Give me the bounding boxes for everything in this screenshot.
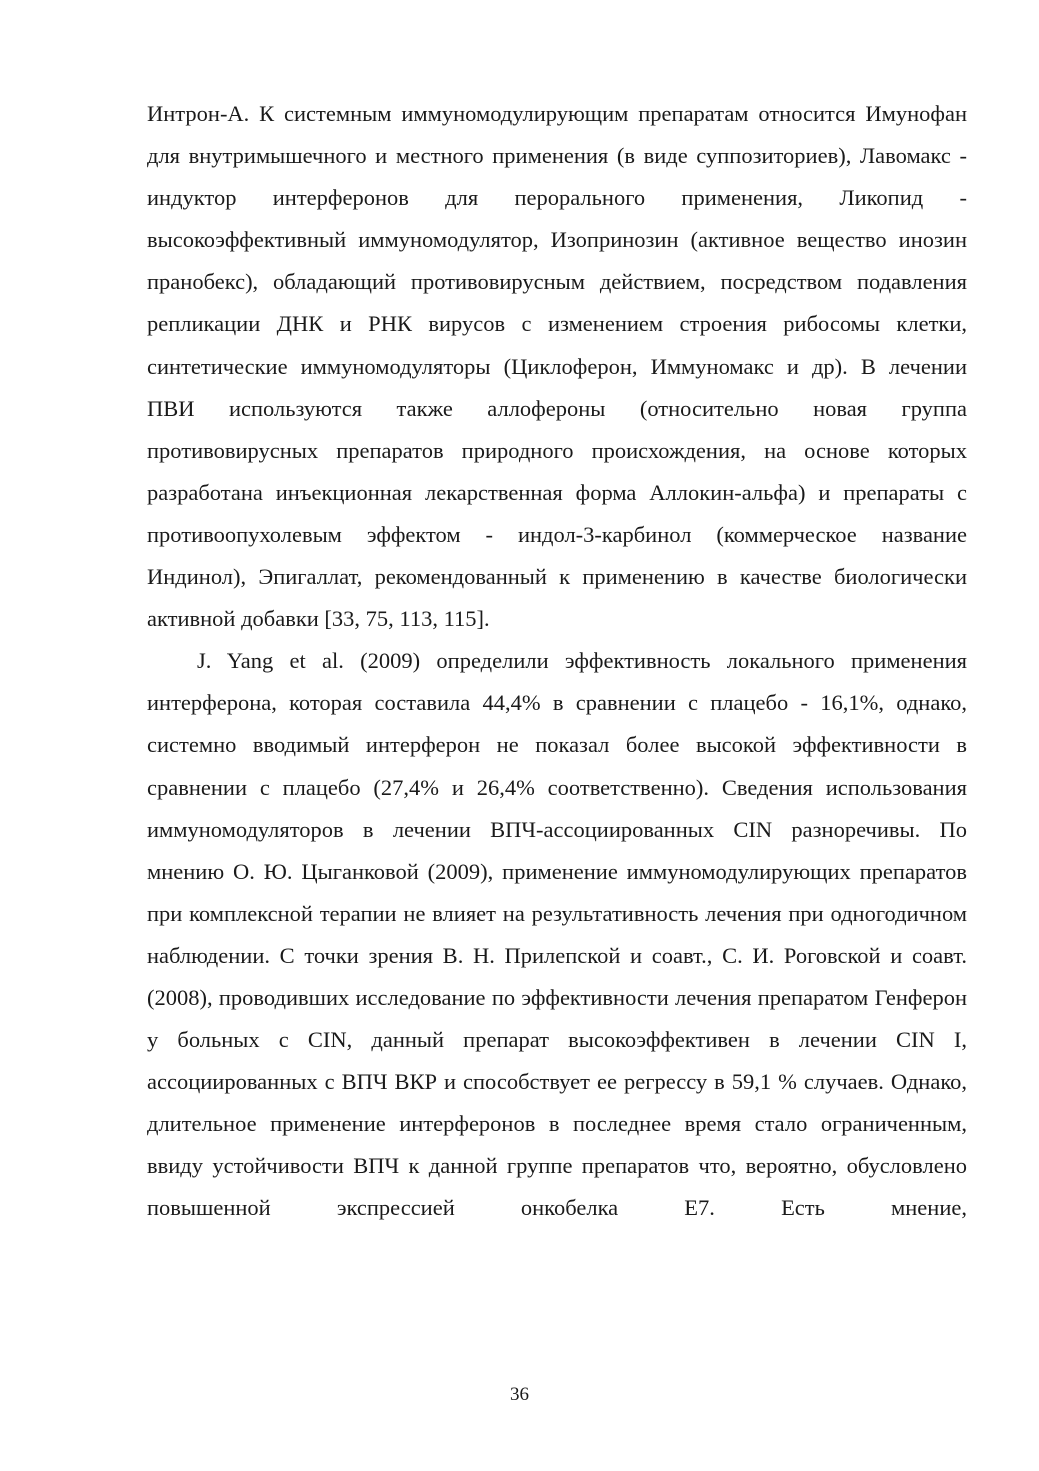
page-number: 36 (510, 1384, 529, 1405)
paragraph-interferon-efficacy: J. Yang et al. (2009) определили эффективность локального применения интерферона, которая составила 44,4% в сравнении с плацебо - 16,1%, однако, системно вводимый интерферон не показал более высокой эффективности в сравнении с плацебо (27,4% и 26,4% соответственно). Сведения использования иммуномодуляторов в лечении ВПЧ-ассоциированных CIN разноречивы. По мнению О. Ю. Цыганковой (2009), применение иммуномодулирующих препаратов при комплексной терапии не влияет на результативность лечения при одногодичном наблюдении. С точки зрения В. Н. Прилепской и соавт., С. И. Роговской и соавт. (2008), проводивших исследование по эффективности лечения препаратом Генферон у больных с CIN, данный препарат высокоэффективен в лечении CIN I, ассоциированных с ВПЧ ВКР и способствует ее регрессу в 59,1 % случаев. Однако, длительное применение интерферонов в последнее время стало ограниченным, ввиду устойчивости ВПЧ к данной группе препаратов что, вероятно, обусловлено повышенной экспрессией онкобелка Е7. Есть мнение, (147, 648, 967, 1221)
paragraph-immunomodulators: Интрон-А. К системным иммуномодулирующим препаратам относится Имунофан для внутримышечного и местного применения (в виде суппозиториев), Лавомакс - индуктор интерферонов для перорального применения, Ликопид - высокоэффективный иммуномодулятор, Изопринозин (активное вещество инозин пранобекс), обладающий противовирусным действием, посредством подавления репликации ДНК и РНК вирусов с изменением строения рибосомы клетки, синтетические иммуномодуляторы (Циклоферон, Иммуномакс и др). В лечении ПВИ используются также аллофероны (относительно новая группа противовирусных препаратов природного происхождения, на основе которых разработана инъекционная лекарственная форма Аллокин-альфа) и препараты с противоопухолевым эффектом - индол-3-карбинол (коммерческое название Индинол), Эпигаллат, рекомендованный к применению в качестве биологически активной добавки [33, 75, 113, 115]. (147, 101, 967, 632)
page-body (147, 93, 967, 1230)
